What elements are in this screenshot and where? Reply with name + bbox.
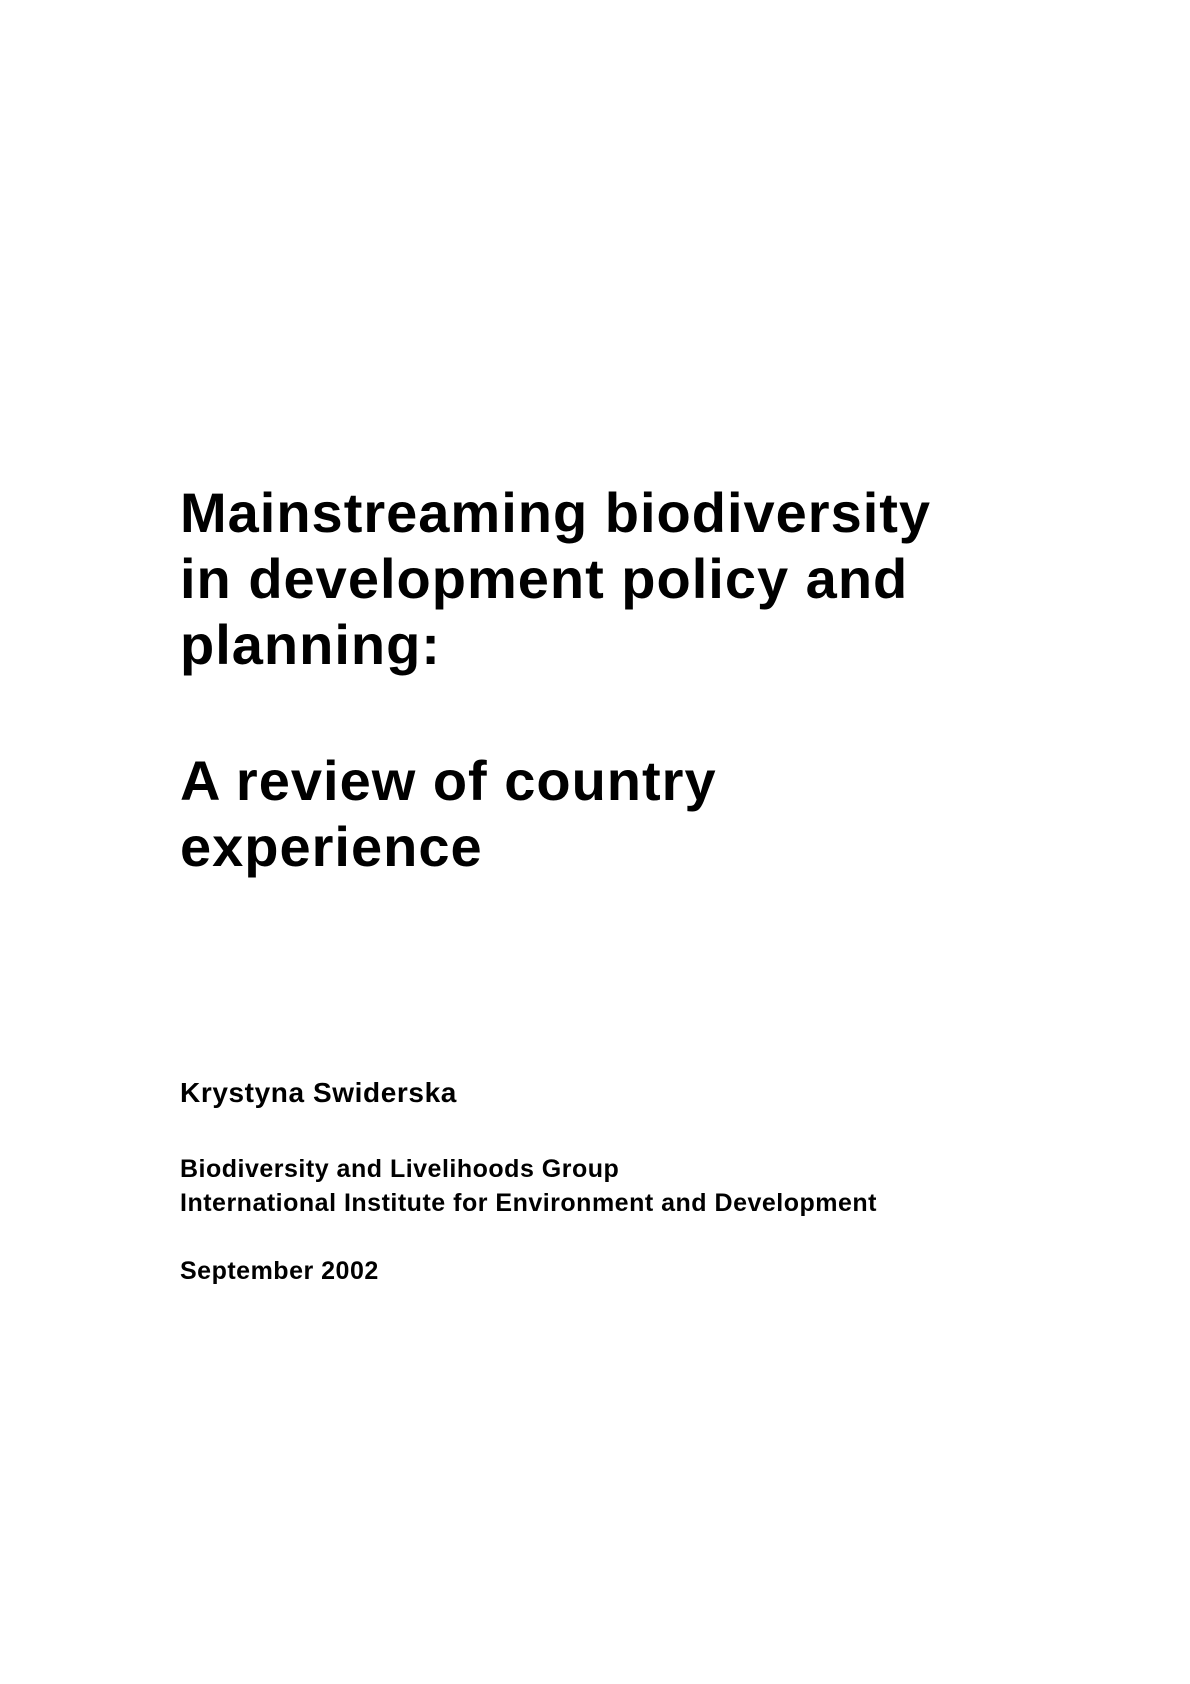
report-subtitle <box>180 748 717 880</box>
publication-date: September 2002 <box>180 1257 379 1285</box>
affiliation-line: International Institute for Environment and Development <box>180 1189 878 1217</box>
subtitle-line: A review of country <box>180 749 717 812</box>
title-line: Mainstreaming biodiversity <box>180 481 932 544</box>
subtitle-line: experience <box>180 815 483 878</box>
title-line: in development policy and <box>180 547 909 610</box>
affiliation-line: Biodiversity and Livelihoods Group <box>180 1155 620 1183</box>
author-affiliation <box>180 1152 877 1220</box>
report-title <box>180 480 931 678</box>
author-name: Krystyna Swiderska <box>180 1077 457 1108</box>
title-line: planning: <box>180 613 441 676</box>
